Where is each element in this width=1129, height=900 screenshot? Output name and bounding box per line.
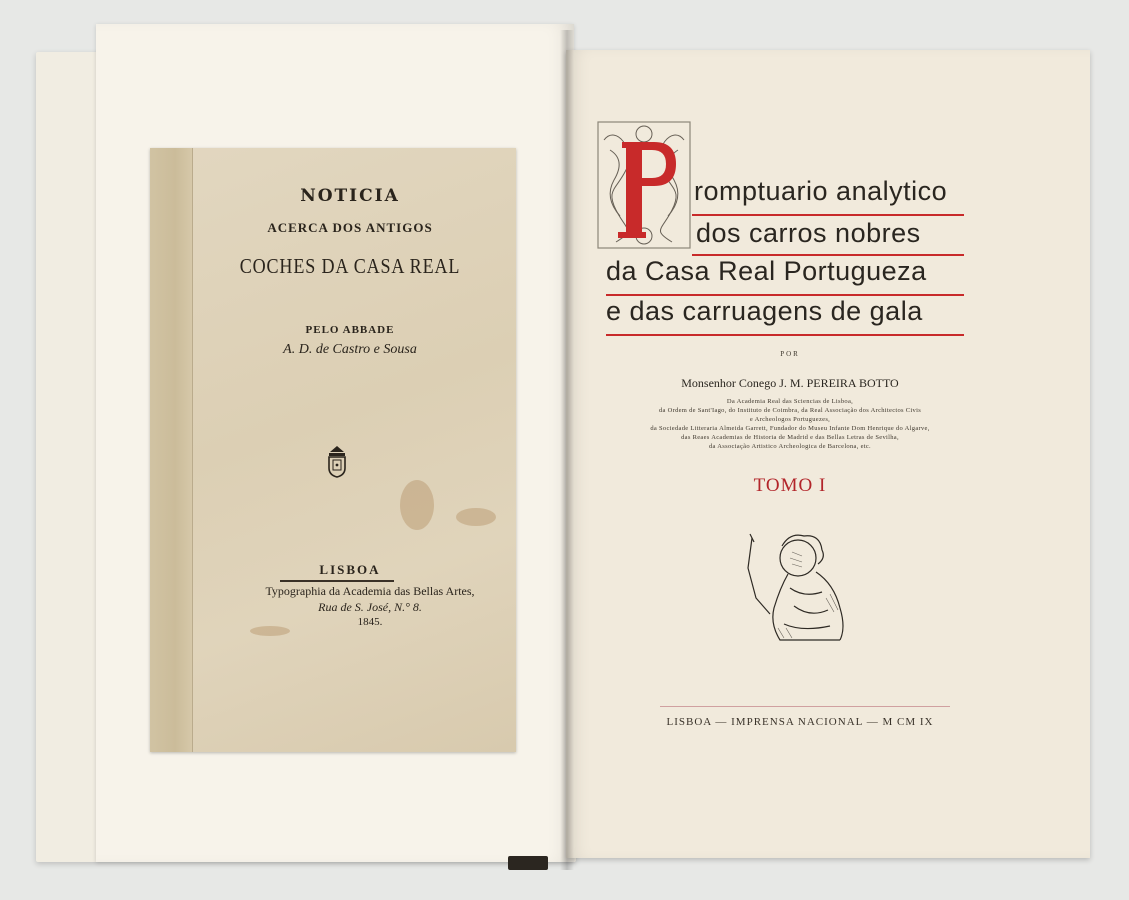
book-cover-edge	[508, 856, 548, 870]
pamphlet-main-title: COCHES DA CASA REAL	[239, 254, 461, 278]
pamphlet-city: LISBOA	[319, 562, 381, 577]
pamphlet-address: Rua de S. José, N.° 8.	[318, 600, 422, 614]
spine-gutter	[560, 30, 574, 870]
tipped-in-pamphlet	[150, 148, 516, 752]
title-line-1: romptuario analytico	[694, 176, 948, 206]
affiliation-line: Da Academia Real das Sciencias de Lisboa,	[726, 398, 854, 405]
red-rule	[692, 214, 964, 216]
affiliation-line: e Archeologos Portuguezes,	[749, 416, 831, 423]
pamphlet-author: A. D. de Castro e Sousa	[283, 342, 417, 357]
foxing-stain	[456, 508, 496, 526]
volume-label: TOMO I	[753, 475, 827, 496]
red-rule	[606, 334, 964, 336]
pamphlet-rule	[280, 580, 394, 582]
title-byline: POR	[780, 350, 800, 358]
pamphlet-title: NOTICIA	[300, 186, 400, 206]
imprint-rule	[660, 706, 950, 707]
ornamental-initial-p	[596, 120, 692, 250]
affiliation-line: das Reaes Academias de Historia de Madrid e das Bellas Letras de Sevilha,	[681, 434, 899, 441]
title-line-3: da Casa Real Portugueza	[606, 256, 927, 286]
affiliation-line: da Sociedade Litteraria Almeida Garrett, Fundador do Museu Infante Dom Henrique do Algarve,	[650, 425, 930, 432]
affiliation-line: da Ordem de Sant'Iago, do Instituto de Coimbra, da Real Associação dos Architectos Civis	[658, 407, 922, 414]
affiliation-line: da Associação Artistico Archeologica de Barcelona, etc.	[709, 443, 871, 450]
royal-crest-icon	[326, 444, 348, 478]
engraved-figure-vignette	[730, 528, 860, 646]
pamphlet-printer: Typographia da Academia das Bellas Artes,	[265, 584, 475, 598]
title-line-4: e das carruagens de gala	[606, 296, 923, 326]
pamphlet-subtitle: ACERCA DOS ANTIGOS	[267, 220, 433, 235]
pamphlet-byline: PELO ABBADE	[305, 324, 395, 336]
title-author: Monsenhor Conego J. M. PEREIRA BOTTO	[681, 376, 899, 390]
pamphlet-year: 1845.	[357, 616, 383, 628]
title-line-2: dos carros nobres	[696, 218, 921, 248]
pamphlet-fold	[150, 148, 193, 752]
imprint-line: LISBOA — IMPRENSA NACIONAL — M CM IX	[666, 716, 934, 728]
foxing-stain	[400, 480, 434, 530]
